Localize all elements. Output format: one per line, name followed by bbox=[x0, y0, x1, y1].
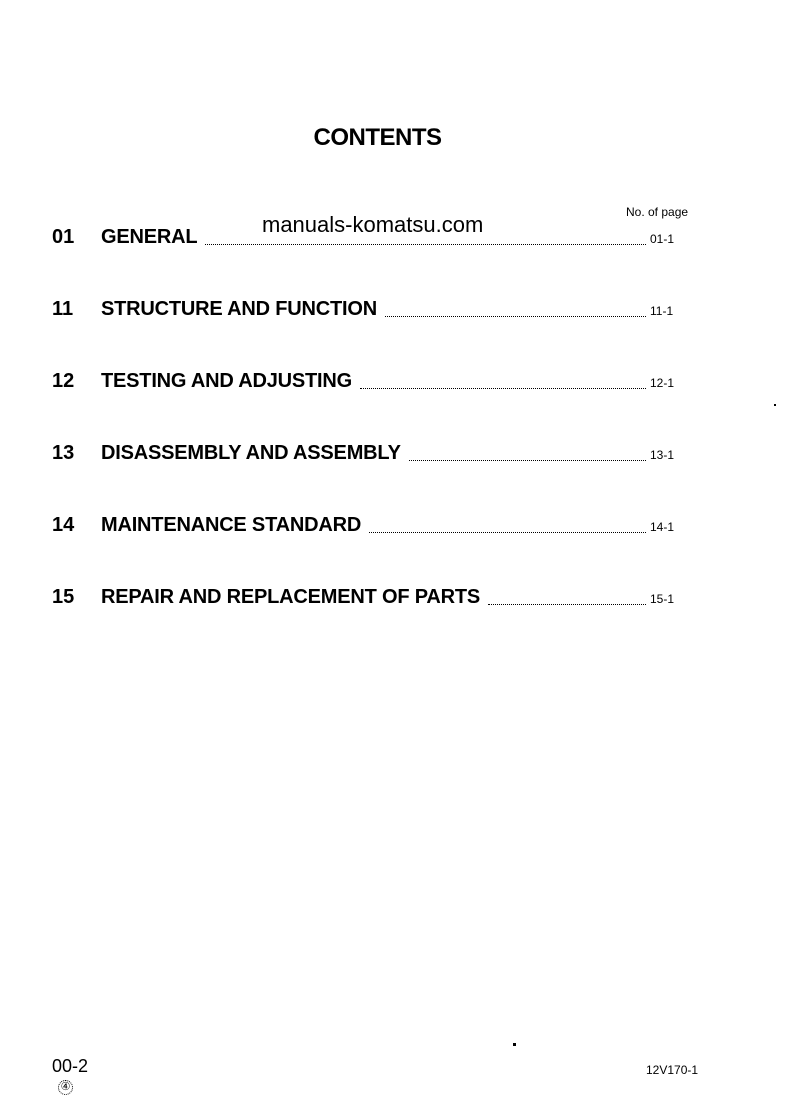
section-title: GENERAL bbox=[101, 226, 198, 248]
scan-speck bbox=[774, 404, 776, 406]
section-title: REPAIR AND REPLACEMENT OF PARTS bbox=[101, 586, 480, 608]
leader-dots bbox=[385, 316, 646, 317]
leader-dots bbox=[488, 604, 646, 605]
leader-dots bbox=[369, 532, 646, 533]
section-number: 15 bbox=[52, 586, 75, 608]
toc-entry-structure[interactable] bbox=[52, 298, 682, 324]
section-number: 13 bbox=[52, 442, 75, 464]
page-ref: 14-1 bbox=[650, 520, 675, 534]
toc-entry-disassembly[interactable] bbox=[52, 442, 682, 468]
toc-entry-testing[interactable] bbox=[52, 370, 682, 396]
footer-model: 12V170-1 bbox=[646, 1063, 699, 1077]
page-ref: 01-1 bbox=[650, 232, 675, 246]
section-title: MAINTENANCE STANDARD bbox=[101, 514, 362, 536]
section-number: 12 bbox=[52, 370, 75, 392]
leader-dots bbox=[409, 460, 646, 461]
scan-speck bbox=[513, 1043, 516, 1046]
footer-page-number: 00-2 bbox=[52, 1056, 89, 1076]
toc-entry-repair[interactable] bbox=[52, 586, 682, 612]
section-number: 14 bbox=[52, 514, 75, 536]
section-title: STRUCTURE AND FUNCTION bbox=[101, 298, 377, 320]
section-title: TESTING AND ADJUSTING bbox=[101, 370, 352, 392]
page-ref: 15-1 bbox=[650, 592, 675, 606]
no-of-page-label: No. of page bbox=[626, 205, 689, 219]
page-ref: 13-1 bbox=[650, 448, 675, 462]
toc-entry-maintenance[interactable] bbox=[52, 514, 682, 540]
page-title: CONTENTS bbox=[313, 124, 442, 151]
leader-dots bbox=[205, 244, 646, 245]
section-number: 11 bbox=[52, 298, 74, 320]
watermark: manuals-komatsu.com bbox=[262, 212, 484, 237]
footer-revision: ④ bbox=[58, 1080, 73, 1095]
page-ref: 12-1 bbox=[650, 376, 675, 390]
leader-dots bbox=[360, 388, 646, 389]
section-number: 01 bbox=[52, 226, 75, 248]
section-title: DISASSEMBLY AND ASSEMBLY bbox=[101, 442, 401, 464]
page-ref: 11-1 bbox=[650, 304, 674, 318]
